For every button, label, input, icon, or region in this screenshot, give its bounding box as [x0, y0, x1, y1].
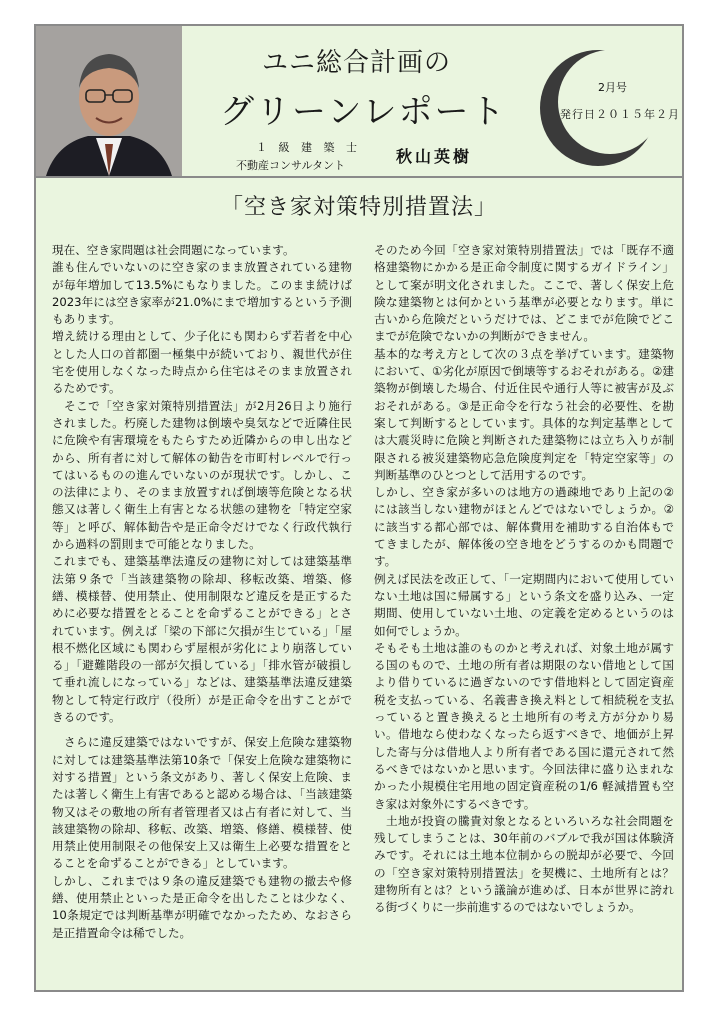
- paragraph: そのため今回「空き家対策特別措置法」では「既存不適格建築物にかかる是正命令制度に関するガイドライン」として案が明文化されました。ここで、著しく保安上危険な建築物とは何かという基準が必要となります。単に古いから危険だというだけでは、どこまでが危険でどこまでが危険でないかの判断ができません。: [374, 243, 674, 344]
- paragraph: さらに違反建築ではないですが、保安上危険な建築物に対しては建築基準法第10条で「保安上危険な建築物に対する措置」という条文があり、著しく保安上危険、または著しく衛生上有害であると認める場合は、「当該建築物又はその敷地の所有者管理者又は占有者に対して、当該建築物の除却、移転、改築、増築、修繕、模様替、使用禁止使用制限その他保安上又は衛生上必要な措置をとることを命ずることができる」としています。: [52, 735, 352, 871]
- author-name: 秋山英樹: [396, 147, 473, 166]
- paragraph: そこで「空き家対策特別措置法」が2月26日より施行されました。朽廃した建物は倒壊や臭気などで近隣住民に危険や有害環境をもたらすため近隣からの申し出などから、所有者に対して解体の勧告を市町村レベルで行ってはいるものの進んでいないのが現状です。しかし、この法律により、そのまま放置すれば倒壊等危険となる状態又は著しく衛生上有害となる状態の建物を「特定空家等」と呼び、解体勧告や是正命令だけでなく行政代執行から過料の罰則まで可能となりました。: [52, 398, 352, 552]
- paragraph: そもそも土地は誰のものかと考えれば、対象土地が属する国のもので、土地の所有者は期限のない借地として国より借りているに過ぎないのです借地料として固定資産税を支払っている、名義書き換え料として相続税を支払っていると置き換えると土地所有の考え方が分かり易い。借地なら使わなくなったら返すべきで、地価が上昇した寄与分は借地人より所有者である国に還元されて然るべきではないかと思います。今回法律に盛り込まれなかった小規模住宅用地の固定資産税の1/6 軽減措置も空き家は対象外にするべきです。: [374, 640, 674, 811]
- paragraph: 増え続ける理由として、少子化にも関わらず若者を中心とした人口の首都圏一極集中が続いており、親世代が住宅を使用しなくなった時点から住宅はそのまま放置されるためです。: [52, 329, 352, 396]
- author-credential-architect: １ 級 建 築 士: [256, 141, 361, 154]
- report-frame: [34, 24, 684, 992]
- paragraph: しかし、これまでは９条の違反建築でも建物の撤去や修繕、使用禁止といった是正命令を出したことは少なく、10条規定では判断基準が明確でなかったため、なおさら是正措置命令は稀でした。: [52, 873, 352, 940]
- publish-date: 発行日２０１５年２月: [560, 108, 680, 121]
- paragraph: 例えば民法を改正して、「一定期間内において使用していない土地は国に帰属する」という条文を盛り込み、一定期間、使用していない土地、の定義を定めるというのは如何でしょうか。: [374, 571, 674, 638]
- author-credential-consultant: 不動産コンサルタント: [236, 159, 346, 172]
- paragraph: 誰も住んでいないのに空き家のまま放置されている建物が毎年増加して13.5%にもなりました。このまま続けば2023年には空き家率が21.0%にまで増加するという予測もあります。: [52, 260, 352, 327]
- author-portrait-image: [36, 26, 182, 176]
- paragraph: 現在、空き家問題は社会問題になっています。: [52, 243, 295, 257]
- paragraph: しかし、空き家が多いのは地方の過疎地であり上記の②には該当しない建物がほとんどではないでしょうか。②に該当する都心部では、解体費用を補助する自治体もでてきましたが、解体後の空き地をどうするのかも問題です。: [374, 485, 674, 569]
- issue-label: 2月号: [598, 81, 627, 94]
- paragraph: 土地が投資の騰貴対象となるといろいろな社会問題を残してしまうことは、30年前のバブルで我が国は体験済みです。それには土地本位制からの脱却が必要で、今回の「空き家対策特別措置法」を契機に、土地所有とは？建物所有とは？という議論が進めば、日本が世界に誇れる街づくりに一歩前進するのではないでしょうか。: [374, 813, 674, 915]
- newsletter-title-line2: グリーンレポート: [220, 92, 507, 132]
- author-photo: [36, 26, 182, 176]
- report-header: [36, 26, 682, 178]
- article-left-column: [52, 242, 352, 942]
- article-headline: 「空き家対策特別措置法」: [220, 195, 497, 220]
- paragraph: 基本的な考え方として次の３点を挙げています。建築物において、①劣化が原因で倒壊等するおそれがある。②建築物が倒壊した場合、付近住民や通行人等に被害が及ぶおそれがある。③是正命令を行なう社会的必要性、を勘案して判断するとしています。具体的な判定基準としては大震災時に危険と判断された建築物には立ち入りが制限される被災建築物応急危険度判定を「特定空家等」の判断基準のひとつとして活用するのです。: [374, 346, 674, 482]
- paragraph: これまでも、建築基準法違反の建物に対しては建築基準法第９条で「当該建築物の除却、移転改築、増築、修繕、模様替、使用禁止、使用制限など違反を是正するために必要な措置をとることを命ずることができる」とされています。例えば「梁の下部に欠損が生じている」「屋根不燃化区域にも関わらず屋根が劣化により崩落している」「避難階段の一部が欠損している」「排水管が破損して垂れ流しになっている」などは、建築基準法違反建築物として特定行政庁（役所）が是正命令を出すことができるのです。: [52, 554, 352, 725]
- article-right-column: [374, 242, 674, 917]
- newsletter-title-line1: ユニ総合計画の: [262, 48, 452, 78]
